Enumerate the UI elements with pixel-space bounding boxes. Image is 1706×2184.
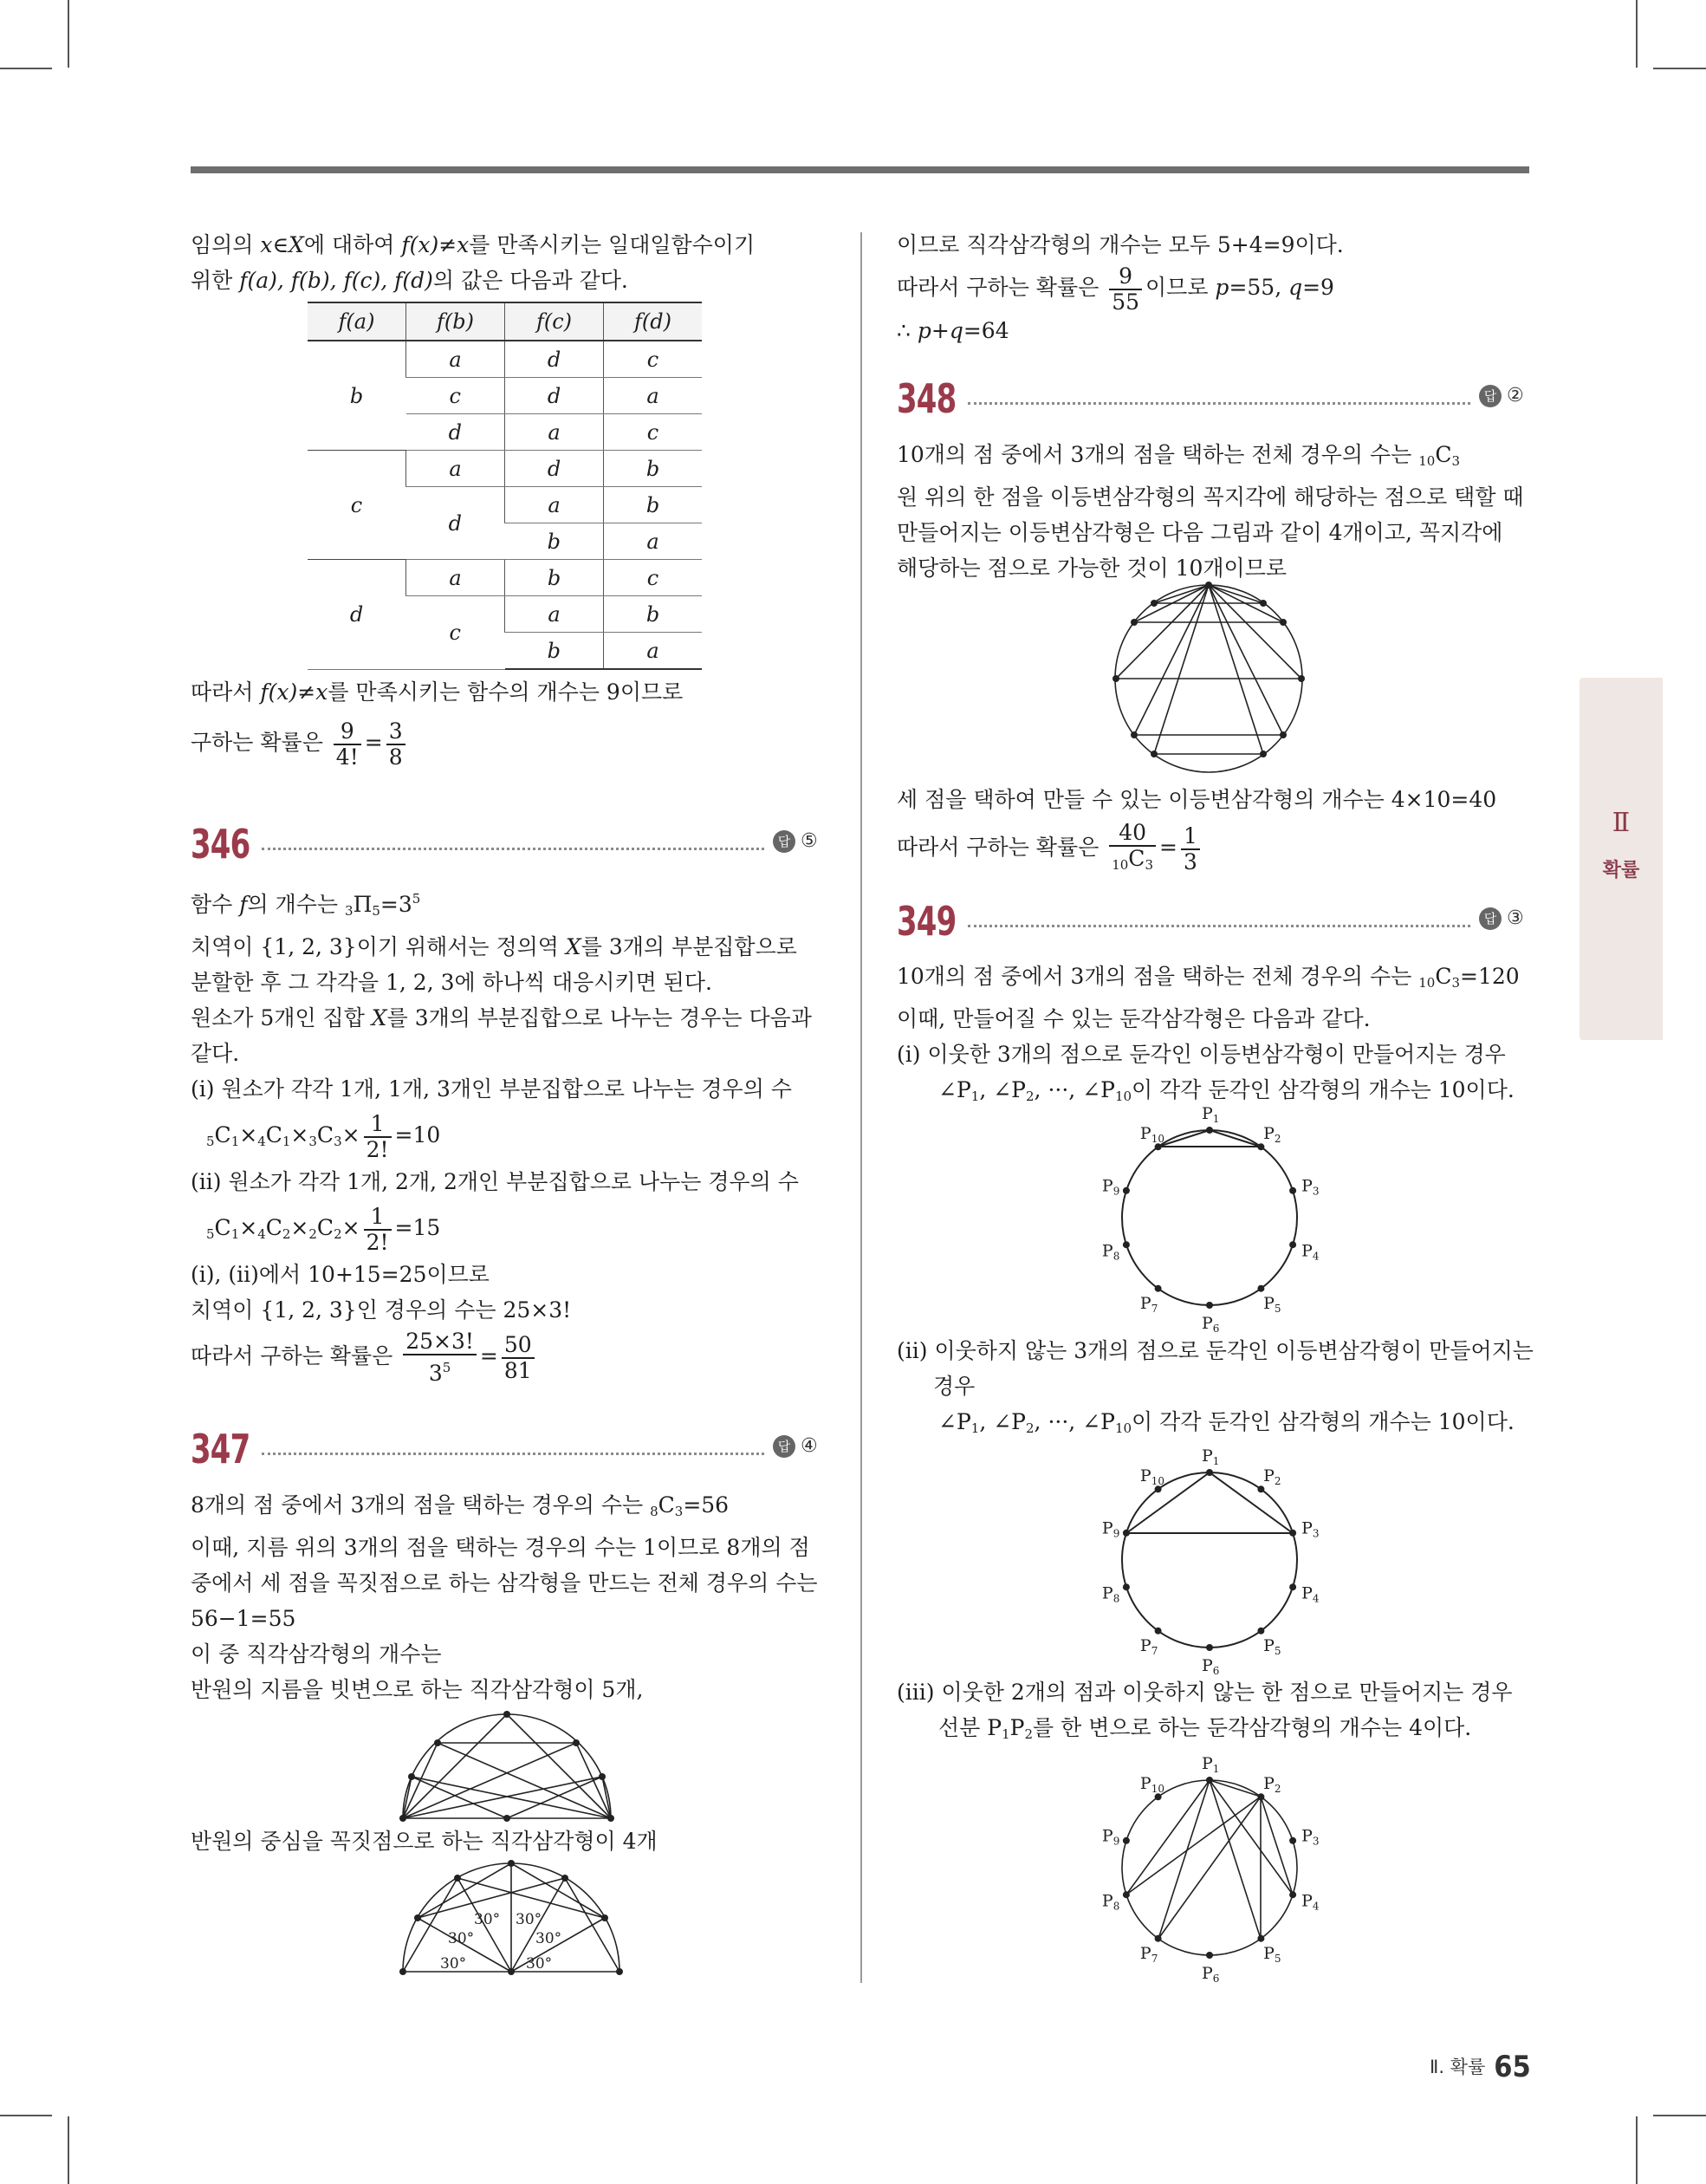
page-footer bbox=[1430, 2050, 1531, 2084]
angle-label: 30° bbox=[474, 1911, 501, 1928]
fraction: $\frac{1}{3}$ bbox=[1181, 824, 1200, 874]
table-cell: a bbox=[505, 596, 604, 633]
answer-label: 답 ④ bbox=[773, 1435, 818, 1458]
point-marker bbox=[1257, 1143, 1264, 1150]
table-cell: d bbox=[505, 451, 604, 487]
point-marker bbox=[1289, 1891, 1296, 1898]
table-cell: a bbox=[406, 560, 505, 596]
table-header: f(c) bbox=[505, 302, 604, 341]
point-label: $P_4$ bbox=[1301, 1891, 1320, 1913]
table-cell: b bbox=[604, 596, 703, 633]
point-marker bbox=[1289, 1241, 1296, 1248]
table-cell: c bbox=[406, 596, 505, 670]
point-marker bbox=[1257, 1628, 1264, 1635]
answer-label: 답 ③ bbox=[1479, 907, 1524, 930]
fraction: $\frac{25\times 3!}{3^5}$ bbox=[403, 1329, 477, 1386]
point-marker bbox=[1289, 1837, 1296, 1844]
point-marker bbox=[1155, 1935, 1162, 1942]
dotted-leader bbox=[262, 848, 764, 850]
semicircle-figure-hypotenuse bbox=[394, 1706, 619, 1827]
point-marker bbox=[1289, 1530, 1296, 1537]
chapter-title: 확률 bbox=[1602, 860, 1640, 881]
crop-mark bbox=[0, 68, 52, 69]
p348-conclusion: 세 점을 택하여 만들 수 있는 이등변삼각형의 개수는 4×10=40 따라서 구하는 확률은 $\frac{40}{_{10}C_3}$ = $\frac{1}{3}$ bbox=[897, 782, 1496, 878]
point-marker bbox=[1206, 1777, 1213, 1784]
table-cell: c bbox=[308, 451, 406, 560]
footer-section: Ⅱ. 확률 bbox=[1430, 2057, 1486, 2077]
table-cell: d bbox=[505, 378, 604, 414]
point-label: $P_8$ bbox=[1101, 1891, 1120, 1913]
table-cell: a bbox=[604, 378, 703, 414]
table-cell: b bbox=[505, 560, 604, 596]
point-label: $P_6$ bbox=[1202, 1964, 1220, 1985]
fraction: $\frac{9}{4!}$ bbox=[334, 719, 361, 770]
point-label: $P_1$ bbox=[1202, 1754, 1220, 1775]
fraction: $\frac{9}{55}$ bbox=[1109, 264, 1142, 315]
point-marker bbox=[1206, 1644, 1213, 1651]
point-marker bbox=[1123, 1187, 1130, 1194]
point-label: $P_9$ bbox=[1101, 1518, 1120, 1540]
point-marker bbox=[1257, 1793, 1264, 1800]
point-label: $P_9$ bbox=[1101, 1826, 1120, 1848]
fraction: $\frac{50}{81}$ bbox=[502, 1333, 535, 1383]
problem-number: 346 bbox=[191, 821, 250, 868]
fraction: $\frac{3}{8}$ bbox=[386, 719, 405, 770]
table-cell: c bbox=[406, 378, 505, 414]
table-header: f(d) bbox=[604, 302, 703, 341]
table-header: f(a) bbox=[308, 302, 406, 341]
point-marker bbox=[1257, 1285, 1264, 1292]
point-label: $P_8$ bbox=[1101, 1241, 1120, 1263]
angle-label: 30° bbox=[526, 1955, 553, 1973]
table-cell: b bbox=[604, 487, 703, 523]
angle-label: 30° bbox=[535, 1930, 562, 1947]
point-label: $P_2$ bbox=[1263, 1774, 1281, 1796]
table-header: f(b) bbox=[406, 302, 505, 341]
problem-346-header bbox=[191, 820, 823, 868]
problem-number: 348 bbox=[897, 375, 957, 422]
problem-348-header bbox=[897, 374, 1529, 423]
point-marker bbox=[1206, 1469, 1213, 1476]
p347-continuation: 이므로 직각삼각형의 개수는 모두 5+4=9이다. 따라서 구하는 확률은 $\frac{9}{55}$ 이므로 p=55, q=9 ∴ p+q=64 bbox=[897, 232, 1344, 343]
table-cell: d bbox=[505, 341, 604, 378]
point-marker bbox=[1123, 1837, 1130, 1844]
p349-case-3: (ⅲ) 이웃한 2개의 점과 이웃하지 않는 한 점으로 만들어지는 경우 선분 $P_1P_2$를 한 변으로 하는 둔각삼각형의 개수는 4이다. bbox=[897, 1680, 1513, 1742]
point-label: $P_6$ bbox=[1202, 1314, 1220, 1335]
point-label: $P_2$ bbox=[1263, 1124, 1281, 1146]
p347-solution: 8개의 점 중에서 3개의 점을 택하는 경우의 수는 $_8C_3=56$ 이때, 지름 위의 3개의 점을 택하는 경우의 수는 1이므로 8개의 점 중에서 세 점을 꼭짓점으로 하는 삼각형을 만드는 전체 경우의 수는 56−1=55 이 중 직각삼각형의 개수는 반원의 지름을 빗변으로 하는 직각삼각형이 5개, bbox=[191, 1492, 818, 1702]
point-label: $P_4$ bbox=[1301, 1241, 1320, 1263]
angle-label: 30° bbox=[440, 1955, 467, 1973]
point-marker bbox=[1289, 1187, 1296, 1194]
function-table bbox=[308, 302, 702, 670]
chapter-roman-numeral: Ⅱ bbox=[1612, 808, 1631, 838]
point-label: $P_9$ bbox=[1101, 1176, 1120, 1198]
point-marker bbox=[1123, 1583, 1130, 1590]
point-label: $P_3$ bbox=[1301, 1518, 1320, 1540]
p349-solution: 10개의 점 중에서 3개의 점을 택하는 전체 경우의 수는 $_{10}C_3=120$ 이때, 만들어질 수 있는 둔각삼각형은 다음과 같다. (ⅰ) 이웃한 3개의 점으로 둔각인 이등변삼각형이 만들어지는 경우 $\angle P_1$, $\angle P_2$, ···, $\angle P_{10}$이 각각 둔각인 삼각형의 개수는 10이다. bbox=[897, 964, 1520, 1104]
crop-mark bbox=[1636, 0, 1638, 68]
header-rule bbox=[191, 166, 1529, 173]
table-cell: b bbox=[505, 523, 604, 560]
table-cell: a bbox=[406, 451, 505, 487]
table-cell: a bbox=[505, 414, 604, 451]
dotted-leader bbox=[262, 1453, 764, 1455]
point-marker bbox=[1289, 1583, 1296, 1590]
point-marker bbox=[1257, 1935, 1264, 1942]
table-cell: a bbox=[505, 487, 604, 523]
table-header-row bbox=[308, 302, 702, 341]
page-number: 65 bbox=[1494, 2050, 1531, 2084]
point-marker bbox=[1206, 1127, 1213, 1134]
point-label: $P_8$ bbox=[1101, 1583, 1120, 1605]
table-cell: b bbox=[505, 633, 604, 670]
dotted-leader bbox=[968, 402, 1470, 405]
isosceles-triangles-figure bbox=[1109, 579, 1308, 778]
problem-347-header bbox=[191, 1425, 823, 1473]
point-label: $P_7$ bbox=[1139, 1635, 1158, 1657]
point-label: $P_7$ bbox=[1139, 1943, 1158, 1965]
table-cell: c bbox=[604, 414, 703, 451]
table-cell: b bbox=[308, 341, 406, 451]
answer-label: 답 ⑤ bbox=[773, 830, 818, 853]
point-label: $P_6$ bbox=[1202, 1656, 1220, 1677]
table-cell: c bbox=[604, 341, 703, 378]
crop-mark bbox=[0, 2115, 52, 2116]
angle-label: 30° bbox=[516, 1911, 542, 1928]
column-divider bbox=[860, 232, 862, 1983]
point-marker bbox=[1257, 1485, 1264, 1492]
point-label: $P_3$ bbox=[1301, 1176, 1320, 1198]
point-label: $P_{10}$ bbox=[1139, 1466, 1164, 1488]
fraction: $\frac{40}{_{10}C_3}$ bbox=[1109, 821, 1156, 877]
table-row bbox=[308, 451, 702, 487]
decagon-figure-1 bbox=[1092, 1104, 1326, 1335]
point-marker bbox=[1155, 1285, 1162, 1292]
point-marker bbox=[1155, 1628, 1162, 1635]
point-marker bbox=[1206, 1952, 1213, 1959]
p345-conclusion: 따라서 f(x)≠x를 만족시키는 함수의 개수는 9이므로 구하는 확률은 $\frac{9}{4!}$ = $\frac{3}{8}$ bbox=[191, 679, 684, 770]
table-row bbox=[308, 560, 702, 596]
point-marker bbox=[1123, 1891, 1130, 1898]
table-cell: a bbox=[604, 523, 703, 560]
point-label: $P_2$ bbox=[1263, 1466, 1281, 1488]
problem-number: 347 bbox=[191, 1426, 250, 1472]
table-cell: d bbox=[406, 487, 505, 560]
p347-center-text: 반원의 중심을 꼭짓점으로 하는 직각삼각형이 4개 bbox=[191, 1829, 658, 1854]
point-marker bbox=[1123, 1530, 1130, 1537]
p345-intro: 임의의 x∈X에 대하여 f(x)≠x를 만족시키는 일대일함수이기 위한 f(a), f(b), f(c), f(d)의 값은 다음과 같다. bbox=[191, 232, 756, 293]
table-cell: d bbox=[406, 414, 505, 451]
table-cell: a bbox=[406, 341, 505, 378]
point-label: $P_4$ bbox=[1301, 1583, 1320, 1605]
crop-mark bbox=[1653, 68, 1706, 69]
point-label: $P_5$ bbox=[1263, 1635, 1281, 1657]
p349-case-2: (ⅱ) 이웃하지 않는 3개의 점으로 둔각인 이등변삼각형이 만들어지는 경우 $\angle P_1$, $\angle P_2$, ···, $\angle P_{10}$이 각각 둔각인 삼각형의 개수는 10이다. bbox=[897, 1338, 1534, 1436]
crop-mark bbox=[68, 0, 69, 68]
problem-349-header bbox=[897, 897, 1529, 946]
decagon-figure-2 bbox=[1092, 1446, 1326, 1677]
point-label: $P_{10}$ bbox=[1139, 1124, 1164, 1146]
chapter-side-tab bbox=[1580, 678, 1663, 1040]
problem-number: 349 bbox=[897, 898, 957, 945]
table-cell: b bbox=[604, 451, 703, 487]
point-marker bbox=[1123, 1241, 1130, 1248]
table-cell: a bbox=[604, 633, 703, 670]
fraction: $\frac{1}{2!}$ bbox=[364, 1205, 392, 1255]
p346-solution: 함수 f의 개수는 $_3\Pi_5=3^5$ 치역이 {1, 2, 3}이기 위해서는 정의역 X를 3개의 부분집합으로 분할한 후 그 각각을 1, 2, 3에 하나씩 대응시키면 된다. 원소가 5개인 집합 X를 3개의 부분집합으로 나누는 경우는 다음과 같다. (ⅰ) 원소가 각각 1개, 1개, 3개인 부분집합으로 나누는 경우의 수 $_5C_1\times_4C_1\times_3C_3\times$ $\frac{1}{2!}$ =10 (ⅱ) 원소가 각각 1개, 2개, 2개인 부분집합으로 나누는 경우의 수 $_5C_1\times_4C_2\times_2C_2\times$ $\frac{1}{2!}$ =15 (ⅰ), (ⅱ)에서 10+15=25이므로 치역이 {1, 2, 3}인 경우의 수는 25×3! 따라서 구하는 확률은 $\frac{25\times 3!}{3^5}$ = $\frac{50}{81}$ bbox=[191, 891, 812, 1386]
fraction: $\frac{1}{2!}$ bbox=[364, 1112, 392, 1162]
crop-mark bbox=[68, 2116, 69, 2184]
decagon-figure-3 bbox=[1092, 1754, 1326, 1985]
p348-solution: 10개의 점 중에서 3개의 점을 택하는 전체 경우의 수는 $_{10}C_3$ 원 위의 한 점을 이등변삼각형의 꼭지각에 해당하는 점으로 택할 때 만들어지는 이등변삼각형은 다음 그림과 같이 4개이고, 꼭지각에 해당하는 점으로 가능한 것이 10개이므로 bbox=[897, 442, 1524, 581]
point-marker bbox=[1206, 1302, 1213, 1309]
crop-mark bbox=[1636, 2116, 1638, 2184]
point-label: $P_7$ bbox=[1139, 1293, 1158, 1315]
dotted-leader bbox=[968, 925, 1470, 927]
point-label: $P_1$ bbox=[1202, 1104, 1220, 1125]
answer-label: 답 ② bbox=[1479, 385, 1524, 407]
table-cell: c bbox=[604, 560, 703, 596]
angle-label: 30° bbox=[448, 1930, 475, 1947]
point-label: $P_5$ bbox=[1263, 1943, 1281, 1965]
point-label: $P_{10}$ bbox=[1139, 1774, 1164, 1796]
table-cell: d bbox=[308, 560, 406, 670]
table-row bbox=[308, 341, 702, 378]
crop-mark bbox=[1653, 2115, 1706, 2116]
point-label: $P_1$ bbox=[1202, 1446, 1220, 1467]
point-label: $P_3$ bbox=[1301, 1826, 1320, 1848]
point-label: $P_5$ bbox=[1263, 1293, 1281, 1315]
semicircle-figure-center bbox=[394, 1855, 628, 1980]
